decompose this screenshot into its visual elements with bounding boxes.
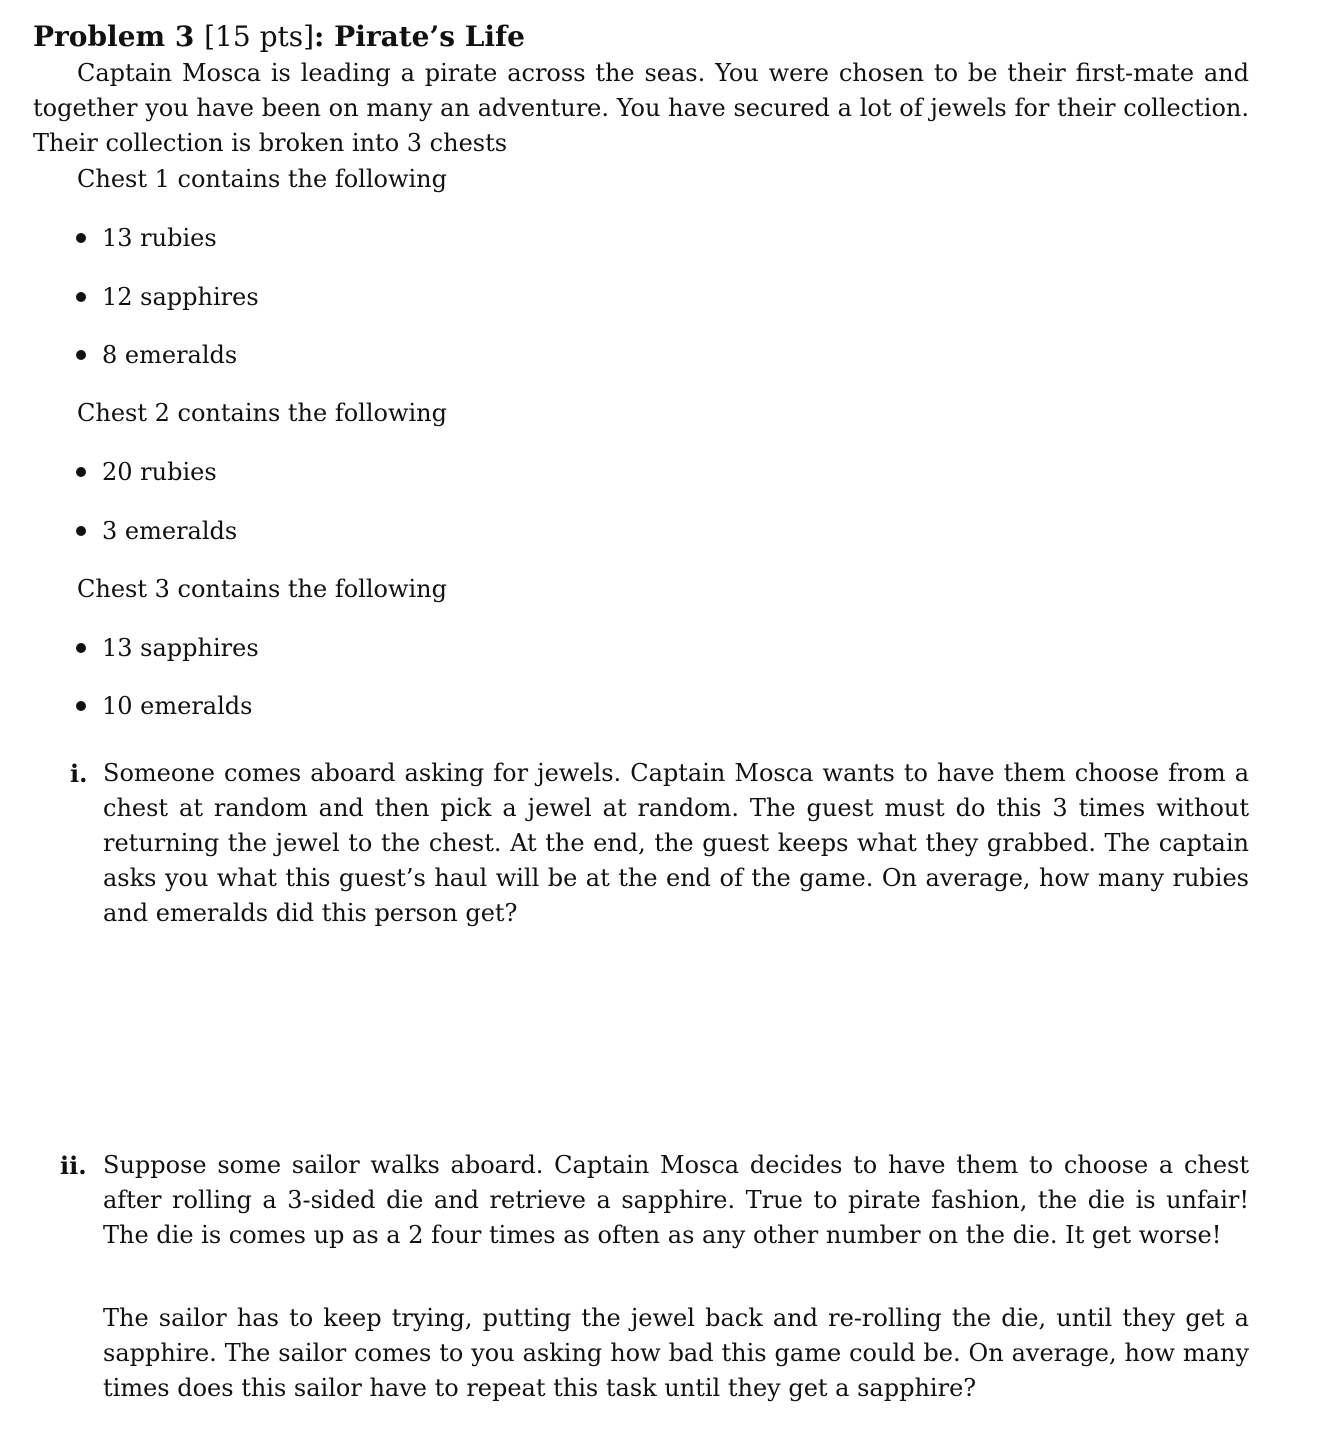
list-item: 10 emeralds <box>76 689 252 724</box>
document-page <box>33 18 1249 161</box>
chest-1-heading: Chest 1 contains the following <box>77 165 447 193</box>
bullet-icon <box>76 233 86 243</box>
problem-title <box>33 18 1249 56</box>
bullet-icon <box>76 467 86 477</box>
bullet-icon <box>76 701 86 711</box>
problem-colon: : <box>314 20 325 53</box>
question-ii-label: ii. <box>60 1151 87 1180</box>
chest-3-heading: Chest 3 contains the following <box>77 575 447 603</box>
question-ii <box>33 1148 1249 1406</box>
list-item: 13 sapphires <box>76 631 259 666</box>
chest-2-heading: Chest 2 contains the following <box>77 399 447 427</box>
question-ii-text-1: Suppose some sailor walks aboard. Captain Mosca decides to have them to choose a chest after rolling a 3-sided die and retrieve a sapphire. True to pirate fashion, the die is unfair! The die is comes up as a 2 four times as often as any other number on the die. It get worse! <box>103 1151 1249 1249</box>
problem-points: [15 pts] <box>204 20 315 53</box>
problem-label: Problem 3 <box>33 20 195 53</box>
list-item: 8 emeralds <box>76 338 237 373</box>
list-item: 20 rubies <box>76 455 217 490</box>
list-item: 12 sapphires <box>76 280 259 315</box>
bullet-icon <box>76 526 86 536</box>
intro-paragraph: Captain Mosca is leading a pirate across the seas. You were chosen to be their first-mate and together you have been on many an adventure. You have secured a lot of jewels for their collection. Their collection is broken into 3 chests <box>33 59 1249 157</box>
question-i-label: i. <box>70 759 88 788</box>
problem-name: Pirate’s Life <box>334 20 525 53</box>
bullet-icon <box>76 643 86 653</box>
question-ii-text-2: The sailor has to keep trying, putting the jewel back and re-rolling the die, until they get a sapphire. The sailor comes to you asking how bad this game could be. On average, how many times does this sailor have to repeat this task until they get a sapphire? <box>103 1304 1249 1402</box>
question-i-text: Someone comes aboard asking for jewels. Captain Mosca wants to have them choose from a chest at random and then pick a jewel at random. The guest must do this 3 times without returning the jewel to the chest. At the end, the guest keeps what they grabbed. The captain asks you what this guest’s haul will be at the end of the game. On average, how many rubies and emeralds did this person get? <box>103 759 1249 927</box>
bullet-icon <box>76 292 86 302</box>
list-item: 3 emeralds <box>76 514 237 549</box>
list-item: 13 rubies <box>76 221 217 256</box>
question-i <box>33 756 1249 931</box>
bullet-icon <box>76 350 86 360</box>
